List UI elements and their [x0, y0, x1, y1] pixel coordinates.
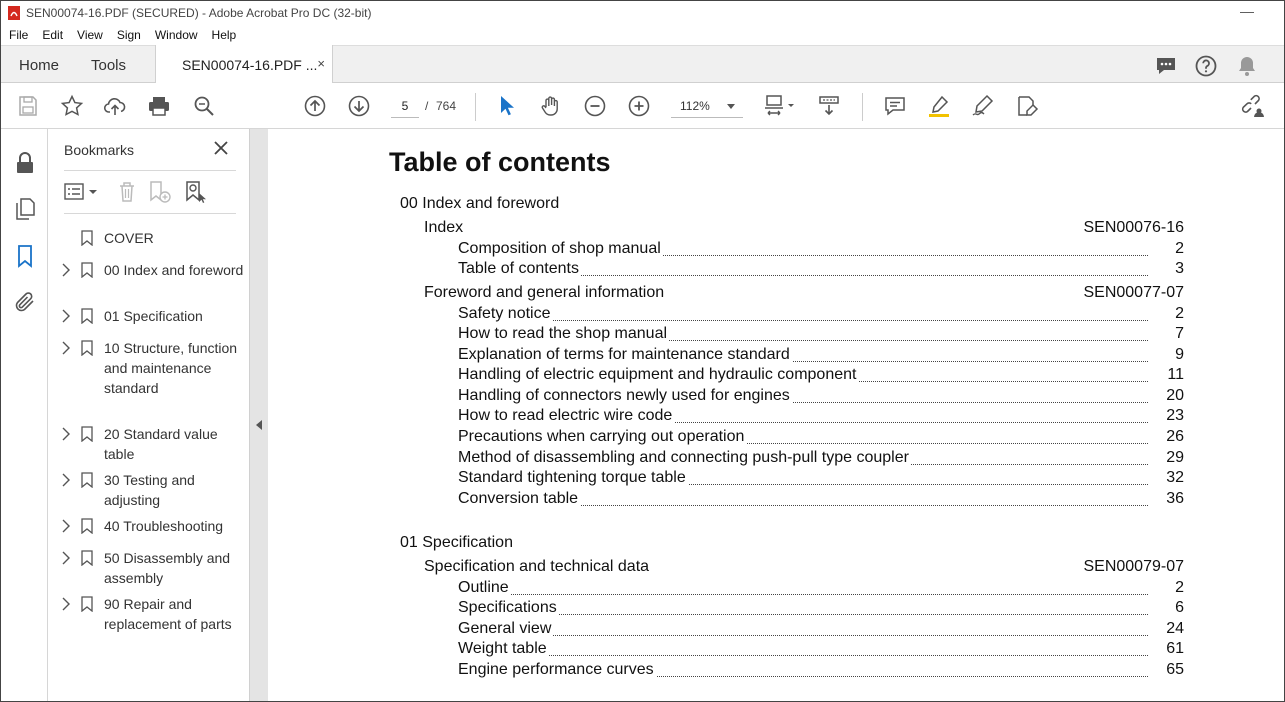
toc-entry-page: 6: [1175, 599, 1184, 616]
toc-entry-title: How to read electric wire code: [458, 407, 673, 424]
menu-file[interactable]: File: [9, 28, 29, 42]
chevron-down-icon: [727, 104, 735, 109]
bookmark-label: 50 Disassembly and assembly: [104, 550, 231, 586]
tab-document[interactable]: [155, 45, 333, 84]
toc-entry[interactable]: [458, 407, 1184, 427]
bookmarks-panel-title: Bookmarks: [64, 142, 135, 158]
next-page-icon[interactable]: [347, 94, 371, 118]
toc-entry-title: How to read the shop manual: [458, 325, 668, 342]
toc-entry-page: 2: [1175, 240, 1184, 257]
chevron-right-icon[interactable]: [61, 473, 71, 487]
bookmark-options-icon[interactable]: [64, 180, 100, 204]
attachments-paperclip-icon[interactable]: [13, 290, 37, 314]
toc-entry[interactable]: [458, 240, 1184, 260]
toc-entry-page: 7: [1175, 325, 1184, 342]
toc-entry-page: 23: [1166, 407, 1184, 424]
lock-icon[interactable]: [13, 151, 37, 175]
chevron-right-icon[interactable]: [61, 551, 71, 565]
dot-leader: [458, 594, 1148, 595]
page-separator: /: [425, 99, 429, 113]
help-icon[interactable]: [1194, 54, 1218, 78]
toc-entry-title: Safety notice: [458, 305, 551, 322]
star-bookmark-icon[interactable]: [60, 94, 84, 118]
toc-entry[interactable]: [458, 449, 1184, 469]
toc-entry[interactable]: [458, 346, 1184, 366]
bookmark-icon: [81, 308, 93, 324]
toc-entry-title: Standard tightening torque table: [458, 469, 686, 486]
find-bookmark-icon[interactable]: [182, 180, 208, 204]
toolbar-divider: [862, 93, 863, 121]
bookmark-label: 40 Troubleshooting: [104, 518, 224, 534]
bookmarks-panel-icon[interactable]: [13, 244, 37, 268]
toc-group-title: Foreword and general information: [424, 284, 665, 301]
main-toolbar: [1, 83, 1284, 129]
toc-entry[interactable]: [458, 366, 1184, 386]
bookmark-label: 30 Testing and adjusting: [104, 472, 195, 508]
toc-entry-page: 9: [1175, 346, 1184, 363]
toc-entry[interactable]: [458, 325, 1184, 345]
hand-tool-icon[interactable]: [539, 94, 563, 118]
page-title: Table of contents: [389, 147, 611, 177]
toc-entry-title: Engine performance curves: [458, 661, 654, 678]
bookmark-label: 90 Repair and replacement of parts: [104, 596, 232, 632]
toc-entry-page: 11: [1167, 366, 1184, 383]
select-cursor-icon[interactable]: [495, 94, 519, 118]
toc-entry-title: Handling of electric equipment and hydraulic component: [458, 366, 857, 383]
bookmark-icon: [81, 472, 93, 488]
toc-group-code: SEN00076-16: [1083, 219, 1184, 236]
toc-entry[interactable]: [458, 260, 1184, 280]
toc-entry-title: Specifications: [458, 599, 557, 616]
toc-group-code: SEN00079-07: [1083, 558, 1184, 575]
comments-icon[interactable]: [1154, 54, 1178, 78]
zoom-out-icon[interactable]: [583, 94, 607, 118]
toc-entry[interactable]: [458, 490, 1184, 510]
toc-group-title: Specification and technical data: [424, 558, 650, 575]
toc-entry-page: 65: [1166, 661, 1184, 678]
previous-page-icon[interactable]: [303, 94, 327, 118]
save-icon[interactable]: [16, 94, 40, 118]
toc-group-code: SEN00077-07: [1083, 284, 1184, 301]
print-icon[interactable]: [147, 94, 171, 118]
bookmark-label: 20 Standard value table: [104, 426, 218, 462]
toc-entry[interactable]: [458, 387, 1184, 407]
tab-document-label: SEN00074-16.PDF ...: [182, 57, 318, 73]
navigation-rail: [1, 129, 48, 702]
chevron-right-icon[interactable]: [61, 519, 71, 533]
acrobat-app-icon: [7, 6, 21, 20]
toc-entry-title: Method of disassembling and connecting push-pull type coupler: [458, 449, 909, 466]
toc-entry-title: Explanation of terms for maintenance standard: [458, 346, 790, 363]
bookmark-icon: [81, 340, 93, 356]
toc-section-heading: 01 Specification: [400, 534, 513, 551]
toc-entry-page: 32: [1166, 469, 1184, 486]
toc-entry-title: General view: [458, 620, 552, 637]
title-bar: [1, 1, 1284, 25]
menu-window[interactable]: Window: [154, 28, 198, 42]
toc-entry-page: 3: [1175, 260, 1184, 277]
chevron-right-icon[interactable]: [61, 309, 71, 323]
upload-cloud-icon[interactable]: [103, 94, 127, 118]
close-icon[interactable]: [212, 139, 230, 157]
page-number-input[interactable]: [391, 94, 419, 118]
zoom-search-icon[interactable]: [192, 94, 216, 118]
bookmark-icon: [81, 230, 93, 246]
toc-entry-page: 36: [1166, 490, 1184, 507]
toc-entry-title: Table of contents: [458, 260, 579, 277]
draw-sign-icon[interactable]: [971, 94, 995, 118]
toc-entry-page: 61: [1166, 640, 1184, 657]
toc-entry[interactable]: [458, 305, 1184, 325]
toc-entry[interactable]: [458, 620, 1184, 640]
toc-entry-page: 2: [1175, 305, 1184, 322]
toc-group-title: Index: [424, 219, 464, 236]
toc-section-heading: 00 Index and foreword: [400, 195, 560, 212]
page-fit-icon[interactable]: [763, 94, 797, 118]
chevron-right-icon[interactable]: [61, 427, 71, 441]
bookmark-icon: [81, 426, 93, 442]
comment-icon[interactable]: [883, 94, 907, 118]
panel-splitter[interactable]: [249, 129, 268, 702]
bookmark-label: 10 Structure, function and maintenance standard: [104, 340, 238, 396]
menu-help[interactable]: Help: [211, 28, 237, 42]
edit-document-icon[interactable]: [1015, 94, 1039, 118]
zoom-level-dropdown[interactable]: [671, 94, 743, 118]
page-total: 764: [436, 99, 457, 113]
scrolling-mode-icon[interactable]: [817, 94, 841, 118]
toc-entry[interactable]: [458, 428, 1184, 448]
notifications-bell-icon[interactable]: [1235, 54, 1259, 78]
toolbar-divider: [475, 93, 476, 121]
toc-entry[interactable]: [458, 661, 1184, 681]
menu-sign[interactable]: Sign: [116, 28, 141, 42]
divider: [64, 170, 236, 171]
tab-bar: [1, 45, 1284, 83]
menu-edit[interactable]: Edit: [42, 28, 64, 42]
toc-entry-title: Precautions when carrying out operation: [458, 428, 745, 445]
dot-leader: [458, 635, 1148, 636]
menu-bar: [1, 25, 1284, 45]
window-title: SEN00074-16.PDF (SECURED) - Adobe Acrobat Pro DC (32-bit): [26, 6, 372, 20]
collapse-panel-arrow-icon[interactable]: [256, 420, 262, 430]
toc-entry-title: Conversion table: [458, 490, 579, 507]
tab-close-button[interactable]: ×: [317, 56, 325, 71]
new-bookmark-icon[interactable]: [146, 180, 172, 204]
chevron-right-icon[interactable]: [61, 597, 71, 611]
toc-entry-page: 26: [1166, 428, 1184, 445]
bookmarks-panel: [48, 129, 249, 702]
dot-leader: [458, 320, 1148, 321]
zoom-level-value: 112%: [680, 99, 710, 113]
tab-tools[interactable]: Tools: [91, 57, 127, 74]
chevron-right-icon[interactable]: [61, 341, 71, 355]
bookmark-label: 01 Specification: [104, 308, 203, 324]
zoom-in-icon[interactable]: [627, 94, 651, 118]
bookmark-icon: [81, 550, 93, 566]
toc-entry-title: Handling of connectors newly used for engines: [458, 387, 790, 404]
toc-entry-page: 20: [1166, 387, 1184, 404]
highlight-pen-icon[interactable]: [927, 94, 951, 118]
toc-entry-title: Outline: [458, 579, 509, 596]
menu-view[interactable]: View: [77, 28, 103, 42]
minimize-button[interactable]: —: [1240, 3, 1254, 19]
bookmark-label: COVER: [104, 230, 154, 246]
toc-entry[interactable]: [458, 579, 1184, 599]
bookmark-icon: [81, 262, 93, 278]
bookmark-icon: [81, 518, 93, 534]
bookmark-icon: [81, 596, 93, 612]
dot-leader: [458, 614, 1148, 615]
toc-entry[interactable]: [458, 469, 1184, 489]
bookmark-label: 00 Index and foreword: [104, 262, 244, 278]
toc-entry[interactable]: [458, 640, 1184, 660]
chevron-right-icon[interactable]: [61, 263, 71, 277]
toc-entry-page: 24: [1166, 620, 1184, 637]
toc-entry-page: 2: [1175, 579, 1184, 596]
page-thumbnails-icon[interactable]: [13, 197, 37, 221]
toc-entry[interactable]: [458, 599, 1184, 619]
delete-bookmark-icon[interactable]: [114, 180, 140, 204]
toc-entry-page: 29: [1166, 449, 1184, 466]
divider: [64, 213, 236, 214]
share-link-icon[interactable]: [1241, 94, 1265, 118]
tab-home[interactable]: Home: [19, 57, 60, 74]
toc-entry-title: Weight table: [458, 640, 547, 657]
dot-leader: [458, 655, 1148, 656]
document-view[interactable]: [268, 129, 1284, 702]
toc-entry-title: Composition of shop manual: [458, 240, 661, 257]
